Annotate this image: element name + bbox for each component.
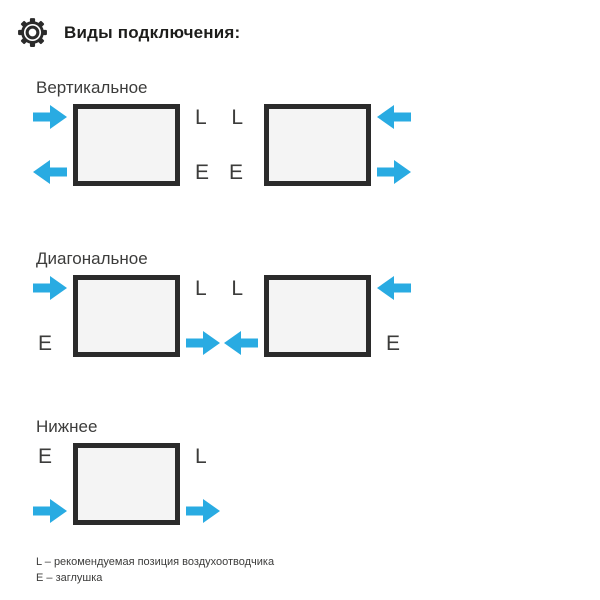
radiator-body [264, 104, 371, 186]
port-label: L [195, 105, 207, 129]
port-top-left [27, 104, 67, 130]
port-label: E [37, 331, 52, 355]
diagram-row [36, 443, 600, 525]
flow-arrow-icon [33, 499, 67, 523]
radiator-diagram-vertical-2 [228, 104, 371, 186]
radiator-diagram-vertical-1 [73, 104, 210, 186]
port-label: L [195, 444, 207, 468]
legend-line-l: L – рекомендуемая позиция воздухоотводчика [36, 556, 275, 568]
flow-arrow-icon [33, 276, 67, 300]
port-label: L [231, 276, 243, 300]
flow-arrow-icon [33, 160, 67, 184]
port-top-right [186, 443, 226, 469]
header [16, 16, 240, 49]
section-bottom [36, 417, 600, 525]
radiator-body [73, 275, 180, 357]
flow-arrow-icon [33, 105, 67, 129]
radiator-body [73, 104, 180, 186]
legend [36, 554, 274, 586]
port-top-left [27, 443, 67, 469]
flow-arrow-icon [224, 331, 258, 355]
port-label: E [228, 160, 243, 184]
flow-arrow-icon [186, 331, 220, 355]
section-title-diagonal: Диагональное [36, 249, 148, 268]
port-top-left [27, 275, 67, 301]
port-bottom-left [218, 159, 258, 185]
section-title-bottom: Нижнее [36, 417, 98, 436]
diagram-row [36, 275, 600, 357]
legend-line-e: E – заглушка [36, 572, 103, 584]
port-top-left [218, 104, 258, 130]
port-label: L [195, 276, 207, 300]
section-vertical [36, 78, 600, 186]
section-title-vertical: Вертикальное [36, 78, 148, 97]
port-label: L [231, 105, 243, 129]
port-top-right [377, 275, 417, 301]
port-bottom-right [377, 330, 417, 356]
flow-arrow-icon [377, 160, 411, 184]
port-bottom-right [186, 498, 226, 524]
port-label: E [195, 160, 210, 184]
port-label: E [386, 331, 401, 355]
port-bottom-left [27, 159, 67, 185]
section-diagonal [36, 249, 600, 357]
flow-arrow-icon [186, 499, 220, 523]
page-title: Виды подключения: [64, 22, 241, 42]
flow-arrow-icon [377, 105, 411, 129]
port-top-left [218, 275, 258, 301]
diagram-row [36, 104, 600, 186]
port-bottom-left [27, 498, 67, 524]
radiator-diagram-bottom-1 [37, 443, 207, 525]
radiator-body [264, 275, 371, 357]
port-bottom-left [27, 330, 67, 356]
radiator-diagram-diagonal-2 [231, 275, 401, 357]
port-top-right [377, 104, 417, 130]
port-bottom-right [377, 159, 417, 185]
gear-icon [16, 16, 49, 49]
flow-arrow-icon [377, 276, 411, 300]
port-label: E [37, 444, 52, 468]
radiator-body [73, 443, 180, 525]
port-bottom-left [218, 330, 258, 356]
radiator-diagram-diagonal-1 [37, 275, 207, 357]
